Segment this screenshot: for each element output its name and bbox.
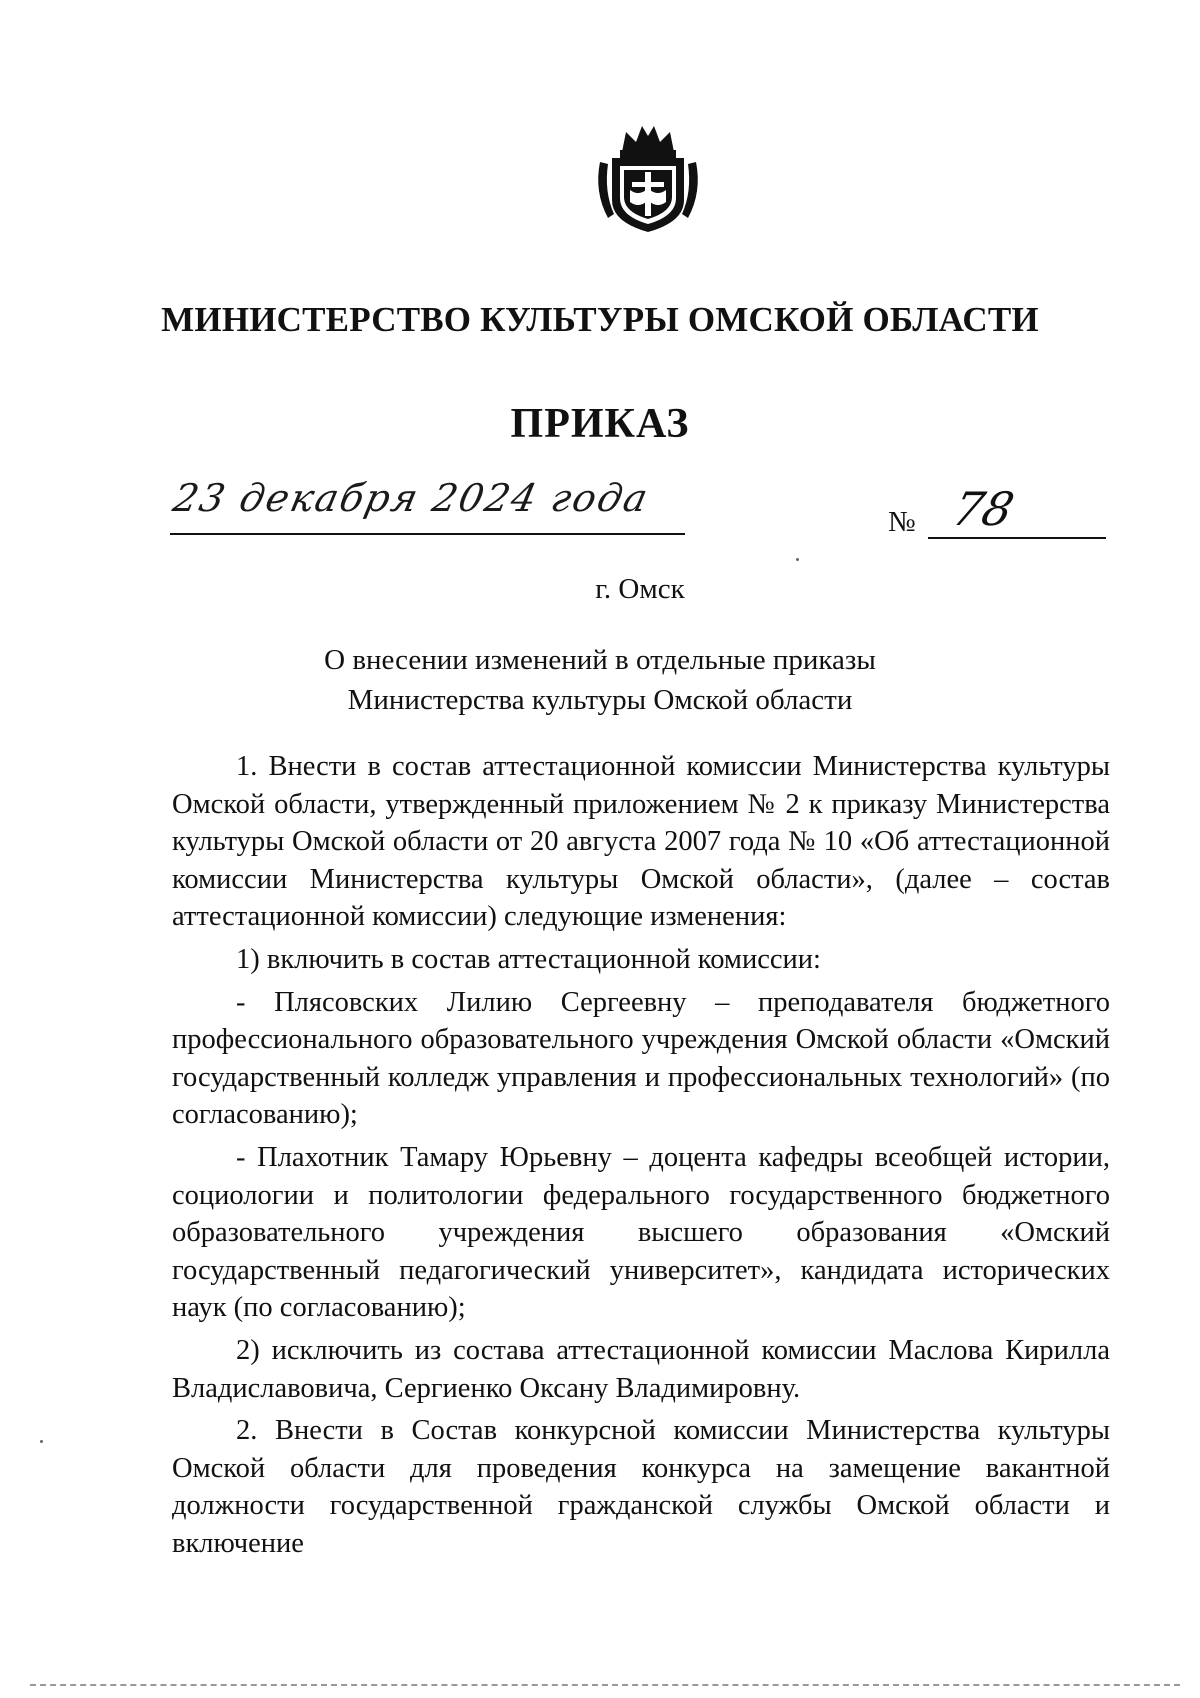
document-body [172, 748, 1110, 1562]
document-type-title: ПРИКАЗ [510, 401, 690, 447]
paragraph-6: 2. Внести в Состав конкурсной комиссии Министерства культуры Омской области для проведения конкурса на замещение вакантной должности государственной гражданской службы Омской области и включение [172, 1415, 1110, 1559]
ministry-title: МИНИСТЕРСТВО КУЛЬТУРЫ ОМСКОЙ ОБЛАСТИ [161, 300, 1039, 339]
paragraph-3: - Плясовских Лилию Сергеевну – преподавателя бюджетного профессионального образовательного учреждения Омской области «Омский государственный колледж управления и профессиональных технологий» (по согласованию); [172, 986, 1110, 1131]
paragraph-2: 1) включить в состав аттестационной комиссии: [236, 943, 821, 975]
date-underline [170, 533, 685, 535]
city-label: г. Омск [595, 573, 685, 605]
document-number [888, 482, 1108, 542]
paragraph-4: - Плахотник Тамару Юрьевну – доцента кафедры всеобщей истории, социологии и политологии федерального государственного бюджетного образовательного учреждения высшего образования «Омский государственный педагогический университет», кандидата исторических наук (по согласованию); [172, 1141, 1110, 1324]
subject-line-2: Министерства культуры Омской области [347, 684, 853, 716]
handwritten-number: 78 [947, 482, 1020, 536]
handwritten-date: 23 декабря 2024 года [169, 476, 654, 520]
paragraph-1: 1. Внести в состав аттестационной комиссии Министерства культуры Омской области, утвержденный приложением № 2 к приказу Министерства культуры Омской области от 20 августа 2007 года № 10 «Об аттестационной комиссии Министерства культуры Омской области», (далее – состав аттестационной комиссии) следующие изменения: [172, 751, 1110, 933]
number-underline [928, 537, 1106, 539]
scan-artifact [796, 558, 799, 561]
number-label: № [888, 506, 916, 538]
scan-artifact [40, 1440, 43, 1443]
document-subject [0, 640, 1200, 720]
document-date [170, 470, 690, 560]
scan-edge-line [30, 1684, 1180, 1686]
paragraph-5: 2) исключить из состава аттестационной комиссии Маслова Кирилла Владиславовича, Сергиенко Оксану Владимировну. [172, 1334, 1110, 1404]
subject-line-1: О внесении изменений в отдельные приказы [324, 644, 876, 676]
omsk-region-coat-of-arms-icon [590, 122, 706, 234]
